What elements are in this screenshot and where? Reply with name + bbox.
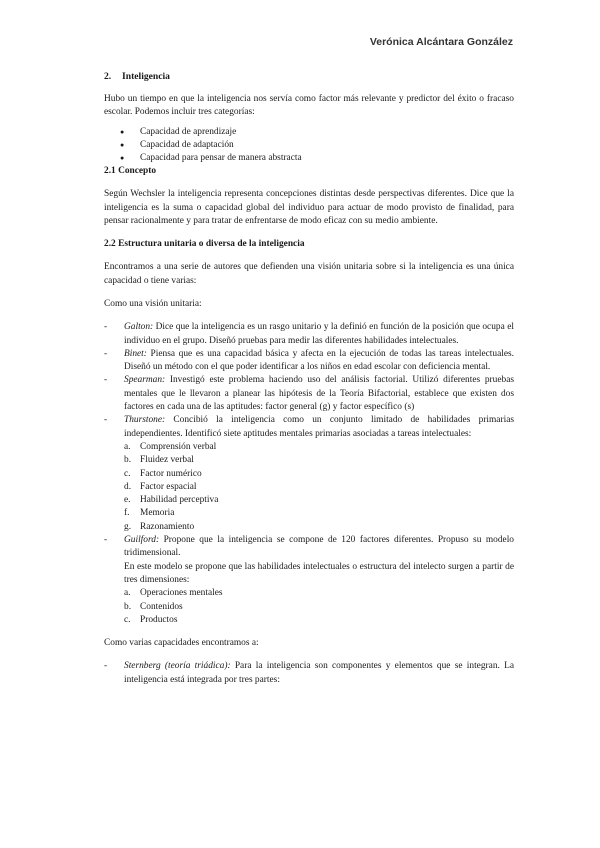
author-name: Galton: [124,322,154,333]
author-item-spearman [104,374,514,414]
list-text: Factor numérico [140,468,202,479]
multiple-authors-list [104,660,514,687]
author-description: Concibió la inteligencia como un conjunto limitado de habilidades primarias independientes. Identificó siete aptitudes mentales primarias asociadas a tareas intelectuales: [124,415,514,439]
list-letter: c. [124,614,131,625]
list-text: Habilidad perceptiva [140,495,219,506]
list-item [124,454,514,467]
guilford-dimensions-list [124,587,514,627]
list-item [124,441,514,454]
author-item-sternberg [104,660,514,687]
author-name: Binet: [124,348,147,359]
list-item [124,481,514,494]
list-letter: b. [124,455,132,466]
list-text: Fluidez verbal [140,455,194,466]
list-text: Comprensión verbal [140,441,217,452]
concept-paragraph: Según Wechsler la inteligencia representa concepciones distintas desde perspectivas diferentes. Dice que la inteligencia es la suma o capacidad global del individuo para actuar de modo provisto de finalidad, para pensar racionalmente y para tratar de enfrentarse de modo eficaz con su medio ambiente. [104,189,514,227]
subsection-heading-estructura: 2.2 Estructura unitaria o diversa de la inteligencia [104,239,305,250]
author-name: Sternberg (teoría triádica): [124,661,231,672]
author-item-thurstone [104,414,514,534]
author-description: Investigó este problema haciendo uso del análisis factorial. Utilizó diferentes pruebas mentales que le llevaron a planear las hipótesis de la Teoría Bifactorial, establece que existen dos factores en cada una de las aptitudes: factor general (g) y factor específico (s) [124,375,514,413]
list-letter: d. [124,481,132,492]
document-body [104,70,514,687]
guilford-model-paragraph: En este modelo se propone que las habilidades intelectuales o estructura del intelecto surgen a partir de tres dimensiones: [124,561,514,585]
list-item [124,614,514,627]
list-item [124,494,514,507]
intro-paragraph: Hubo un tiempo en que la inteligencia nos servía como factor más relevante y predictor del éxito o fracaso escolar. Podemos incluir tres categorías: [104,94,514,118]
author-description: Dice que la inteligencia es un rasgo unitario y la definió en función de la posición que ocupa el individuo en el grupo. Diseñó pruebas para medir las diferentes habilidades intelectuales. [124,322,514,346]
unitary-label: Como una visión unitaria: [104,298,202,309]
list-item [124,521,514,534]
section-title: Inteligencia [122,71,170,82]
structure-intro-paragraph: Encontramos a una serie de autores que defienden una visión unitaria sobre si la inteligencia es una única capacidad o tiene varias: [104,262,514,286]
list-item: ● Capacidad para pensar de manera abstracta [104,152,514,165]
list-text: Memoria [140,508,175,519]
list-text: Operaciones mentales [140,588,223,599]
list-letter: c. [124,468,131,479]
list-item [124,601,514,614]
list-text: Contenidos [140,601,183,612]
section-heading-inteligencia [104,70,514,83]
list-letter: f. [124,508,130,519]
thurstone-aptitudes-list [124,441,514,534]
list-item [124,587,514,600]
author-name: Spearman: [124,375,166,386]
list-item: ● Capacidad de adaptación [104,139,514,152]
author-description: Para la inteligencia son componentes y elementos que se integran. La inteligencia está integrada por tres partes: [124,661,514,685]
list-text: Productos [140,614,178,625]
author-header: Verónica Alcántara González [369,36,513,48]
list-letter: a. [124,588,131,599]
list-text: Factor espacial [140,481,197,492]
author-description: Propone que la inteligencia se compone de 120 factores diferentes. Propuso su modelo tridimensional. [124,535,514,559]
categories-list [104,126,514,166]
list-letter: g. [124,521,132,532]
list-item [124,507,514,520]
list-text: Razonamiento [140,521,195,532]
author-description: Piensa que es una capacidad básica y afecta en la ejecución de todas las tareas intelectuales. Diseñó un método con el que poder identificar a los niños en edad escolar con deficiencia mental. [124,348,514,373]
author-item-binet [104,348,514,375]
authors-list [104,321,514,627]
list-letter: a. [124,441,131,452]
subsection-heading-concepto: 2.1 Concepto [104,166,157,177]
list-item [124,468,514,481]
section-number: 2. [104,71,112,82]
author-item-galton [104,321,514,348]
author-name: Guilford: [124,535,160,546]
list-letter: e. [124,495,131,506]
list-letter: b. [124,601,132,612]
multiple-capacities-label: Como varias capacidades encontramos a: [104,638,259,649]
author-item-guilford [104,534,514,627]
list-item: ● Capacidad de aprendizaje [104,126,514,139]
author-name: Thurstone: [124,415,166,426]
